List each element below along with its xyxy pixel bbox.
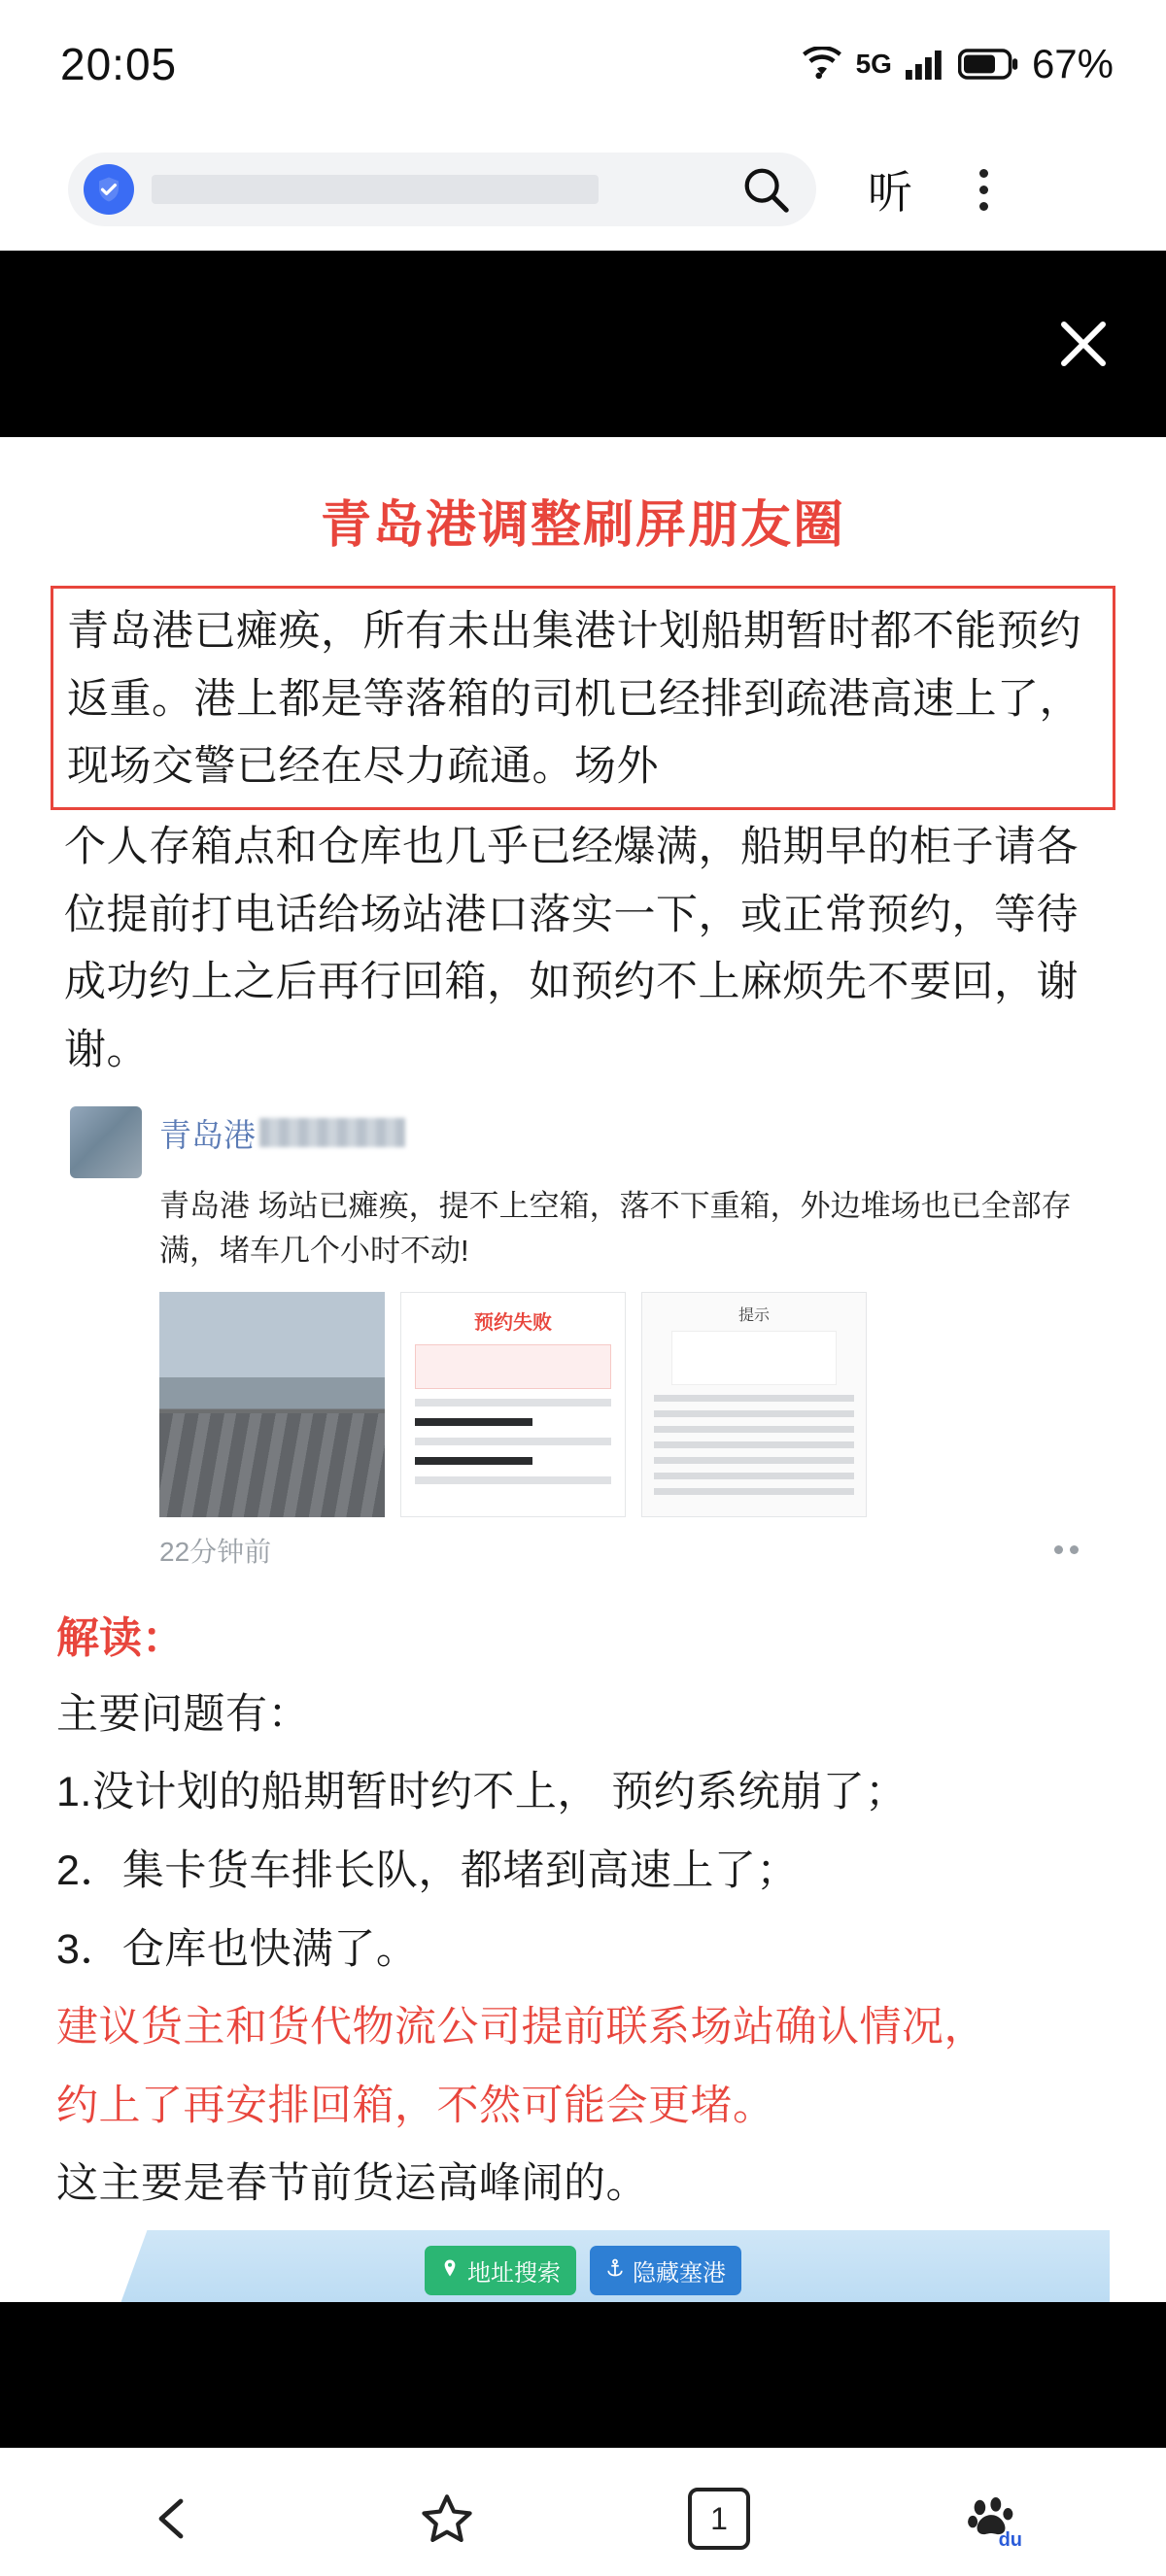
close-icon[interactable]	[1046, 306, 1121, 382]
hide-congestion-button[interactable]	[590, 2246, 741, 2295]
map-buttons	[425, 2246, 741, 2295]
url-text-redacted	[152, 175, 599, 204]
status-indicators	[800, 41, 1114, 87]
notice-lines	[654, 1395, 854, 1495]
tab-count-label: 1	[688, 2488, 750, 2550]
media-black-band	[0, 251, 1166, 437]
address-search-button[interactable]	[425, 2246, 576, 2295]
analysis-point-3: 3．仓库也快满了。	[56, 1925, 419, 1973]
article-content	[0, 437, 1166, 2302]
wifi-icon	[800, 47, 844, 82]
notice-title: 提示	[737, 1306, 770, 1324]
analysis-point-2: 2．集卡货车排长队，都堵到高速上了；	[56, 1847, 799, 1894]
address-search-label: 地址搜索	[467, 2260, 561, 2288]
notice-screenshot[interactable]	[641, 1292, 867, 1517]
post-author-name: 青岛港	[159, 1116, 256, 1153]
search-icon[interactable]	[737, 160, 795, 219]
avatar	[70, 1106, 142, 1178]
traffic-photo-thumbnail[interactable]	[159, 1292, 385, 1517]
booking-failure-lines	[415, 1399, 611, 1484]
signal-icon	[904, 47, 946, 82]
analysis-conclusion: 这主要是春节前货运高峰闹的。	[56, 2160, 648, 2208]
back-arrow-icon[interactable]	[117, 2470, 233, 2567]
quote-block	[51, 586, 1115, 1085]
anchor-icon	[605, 2257, 625, 2285]
booking-failure-notice	[415, 1344, 611, 1389]
listen-button[interactable]: 听	[868, 167, 912, 218]
post-body-text: 青岛港 场站已瘫痪，提不上空箱，落不下重箱，外边堆场也已全部存满，堵车几个小时不动!	[159, 1188, 1072, 1269]
map-preview[interactable]	[56, 2230, 1110, 2302]
quote-remaining-text: 个人存箱点和仓库也几乎已经爆满，船期早的柜子请各位提前打电话给场站港口落实一下，或正常预约，等待成功约上之后再行回箱，如预约不上麻烦先不要回，谢谢。	[64, 823, 1079, 1073]
browser-navbar	[0, 2448, 1166, 2576]
network-type-label: 5G	[855, 49, 892, 79]
notice-card	[671, 1331, 837, 1385]
hide-congestion-label: 隐藏塞港	[633, 2260, 726, 2288]
post-author-row	[159, 1106, 405, 1156]
quote-highlighted-text: 青岛港已瘫痪，所有未出集港计划船期暂时都不能预约返重。港上都是等落箱的司机已经排到疏港高速上了，现场交警已经在尽力疏通。场外	[51, 586, 1115, 810]
battery-percentage: 67%	[1031, 41, 1114, 86]
post-footer	[159, 1531, 1106, 1570]
verified-shield-icon	[84, 164, 134, 215]
status-bar	[0, 0, 1166, 128]
analysis-advice-1: 建议货主和货代物流公司提前联系场站确认情况，	[56, 2004, 986, 2051]
battery-icon	[958, 48, 1018, 81]
paw-shape	[962, 2490, 1022, 2552]
analysis-title: 解读：	[56, 1613, 185, 1662]
post-thumbnails	[159, 1292, 1106, 1517]
booking-failure-title: 预约失败	[474, 1311, 552, 1334]
analysis-advice-2: 约上了再安排回箱，不然可能会更堵。	[56, 2082, 775, 2129]
more-dots-icon[interactable]	[1054, 1545, 1079, 1554]
analysis-point-1: 1.没计划的船期暂时约不上， 预约系统崩了；	[56, 1769, 908, 1816]
browser-toolbar	[0, 128, 1166, 251]
booking-failure-screenshot[interactable]	[400, 1292, 626, 1517]
analysis-section	[51, 1570, 1115, 2217]
analysis-intro: 主要问题有：	[56, 1690, 310, 1738]
status-time: 20:05	[60, 39, 178, 89]
page-title: 青岛港调整刷屏朋友圈	[320, 497, 845, 554]
star-icon[interactable]	[389, 2470, 505, 2567]
more-vertical-icon[interactable]	[944, 169, 1022, 211]
bottom-black-band	[0, 2302, 1166, 2448]
tab-count-button[interactable]	[661, 2470, 777, 2567]
baidu-du-label: du	[998, 2529, 1022, 2552]
baidu-paw-icon[interactable]	[933, 2470, 1049, 2567]
embedded-post-card	[70, 1106, 1106, 1570]
post-header	[70, 1106, 1106, 1178]
post-author-blurred	[259, 1118, 405, 1147]
address-bar[interactable]	[68, 153, 816, 226]
post-timestamp: 22分钟前	[159, 1536, 272, 1567]
location-pin-icon	[440, 2257, 460, 2285]
